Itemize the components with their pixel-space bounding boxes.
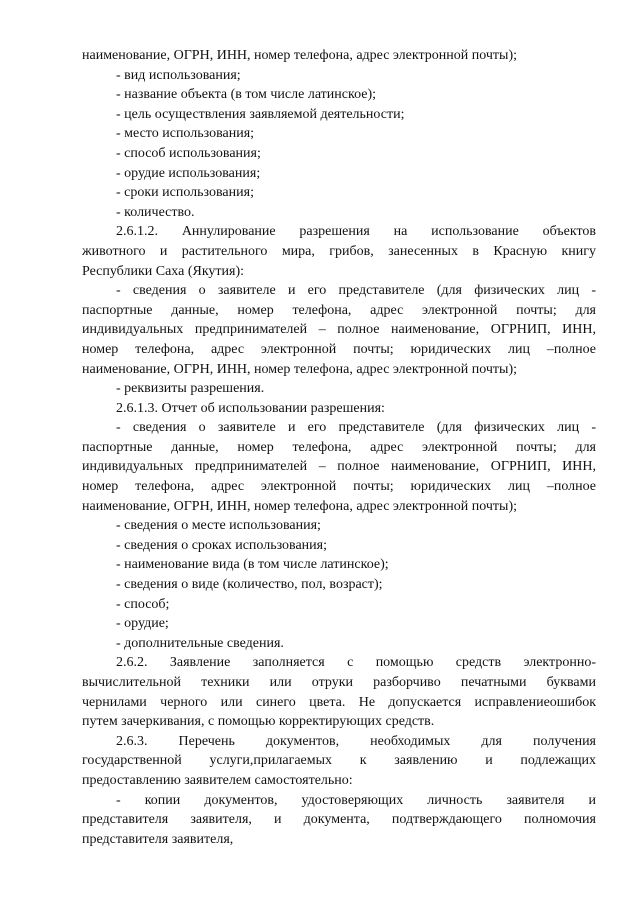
text-line: - сроки использования;: [116, 185, 254, 201]
text-line: предоставлению заявителем самостоятельно:: [82, 772, 353, 788]
paragraph: [82, 85, 596, 105]
paragraph: [82, 516, 596, 536]
paragraph: [82, 634, 596, 654]
text-line: вычислительной техники или отруки разборчиво печатными буквами: [82, 675, 596, 690]
text-line: - способ использования;: [116, 145, 261, 161]
paragraph: [82, 418, 596, 516]
text-line: - наименование вида (в том числе латинское);: [116, 557, 389, 573]
paragraph: [82, 124, 596, 144]
text-line: - сведения о заявителе и его представителе (для физических лиц -: [116, 420, 596, 436]
text-line: - способ;: [116, 596, 170, 612]
text-line: - реквизиты разрешения.: [116, 381, 265, 397]
document-page: [82, 46, 596, 849]
paragraph: [82, 105, 596, 125]
paragraph: [82, 399, 596, 419]
text-line: чернилами черного или синего цвета. Не допускается исправлениеошибок: [82, 694, 596, 710]
paragraph: [82, 203, 596, 223]
text-line: путем зачеркивания, с помощью корректирующих средств.: [82, 714, 435, 730]
text-line: - копии документов, удостоверяющих личность заявителя и: [116, 792, 596, 808]
text-line: паспортные данные, номер телефона, адрес электронной почты; для: [82, 302, 596, 318]
text-line: - сведения о сроках использования;: [116, 537, 327, 553]
text-line: - сведения о месте использования;: [116, 518, 321, 534]
text-line: - дополнительные сведения.: [116, 635, 284, 651]
text-line: номер телефона, адрес электронной почты; юридических лиц –полное: [82, 341, 596, 357]
text-line: 2.6.1.2. Аннулирование разрешения на использование объектов: [116, 224, 596, 240]
paragraph: [82, 281, 596, 379]
paragraph: [82, 791, 596, 850]
text-line: номер телефона, адрес электронной почты; юридических лиц –полное: [82, 479, 596, 495]
text-line: - орудие;: [116, 616, 169, 632]
text-line: - сведения о виде (количество, пол, возраст);: [116, 577, 383, 593]
paragraph: [82, 555, 596, 575]
paragraph: [82, 653, 596, 731]
paragraph: [82, 614, 596, 634]
paragraph: [82, 575, 596, 595]
paragraph: [82, 379, 596, 399]
paragraph: [82, 183, 596, 203]
text-line: паспортные данные, номер телефона, адрес электронной почты; для: [82, 439, 596, 455]
text-line: животного и растительного мира, грибов, занесенных в Красную книгу: [82, 243, 596, 259]
paragraph: [82, 222, 596, 281]
text-line: индивидуальных предпринимателей – полное наименование, ОГРНИП, ИНН,: [82, 322, 596, 338]
text-line: 2.6.3. Перечень документов, необходимых для получения: [116, 733, 596, 749]
text-line: - количество.: [116, 204, 195, 220]
text-line: - сведения о заявителе и его представителе (для физических лиц -: [116, 283, 596, 299]
text-line: - название объекта (в том числе латинское);: [116, 87, 377, 103]
text-line: государственной услуги,прилагаемых к заявлению и подлежащих: [82, 753, 596, 769]
paragraph: [82, 66, 596, 86]
text-line: наименование, ОГРН, ИНН, номер телефона, адрес электронной почты);: [82, 48, 518, 63]
text-line: наименование, ОГРН, ИНН, номер телефона, адрес электронной почты);: [82, 498, 518, 514]
paragraph: [82, 164, 596, 184]
text-line: - место использования;: [116, 126, 255, 142]
text-line: Республики Саха (Якутия):: [82, 263, 245, 279]
text-line: представителя заявителя, и документа, подтверждающего полномочия: [82, 812, 596, 828]
paragraph: [82, 46, 596, 66]
text-line: индивидуальных предпринимателей – полное наименование, ОГРНИП, ИНН,: [82, 459, 596, 475]
text-line: наименование, ОГРН, ИНН, номер телефона, адрес электронной почты);: [82, 361, 518, 377]
text-line: - цель осуществления заявляемой деятельности;: [116, 106, 405, 122]
text-line: представителя заявителя,: [82, 831, 234, 847]
paragraph: [82, 144, 596, 164]
paragraph: [82, 536, 596, 556]
text-line: 2.6.2. Заявление заполняется с помощью средств электронно-: [116, 655, 596, 671]
paragraph: [82, 595, 596, 615]
text-line: 2.6.1.3. Отчет об использовании разрешения:: [116, 400, 385, 416]
paragraph: [82, 732, 596, 791]
text-line: - вид использования;: [116, 67, 241, 83]
text-line: - орудие использования;: [116, 165, 261, 181]
